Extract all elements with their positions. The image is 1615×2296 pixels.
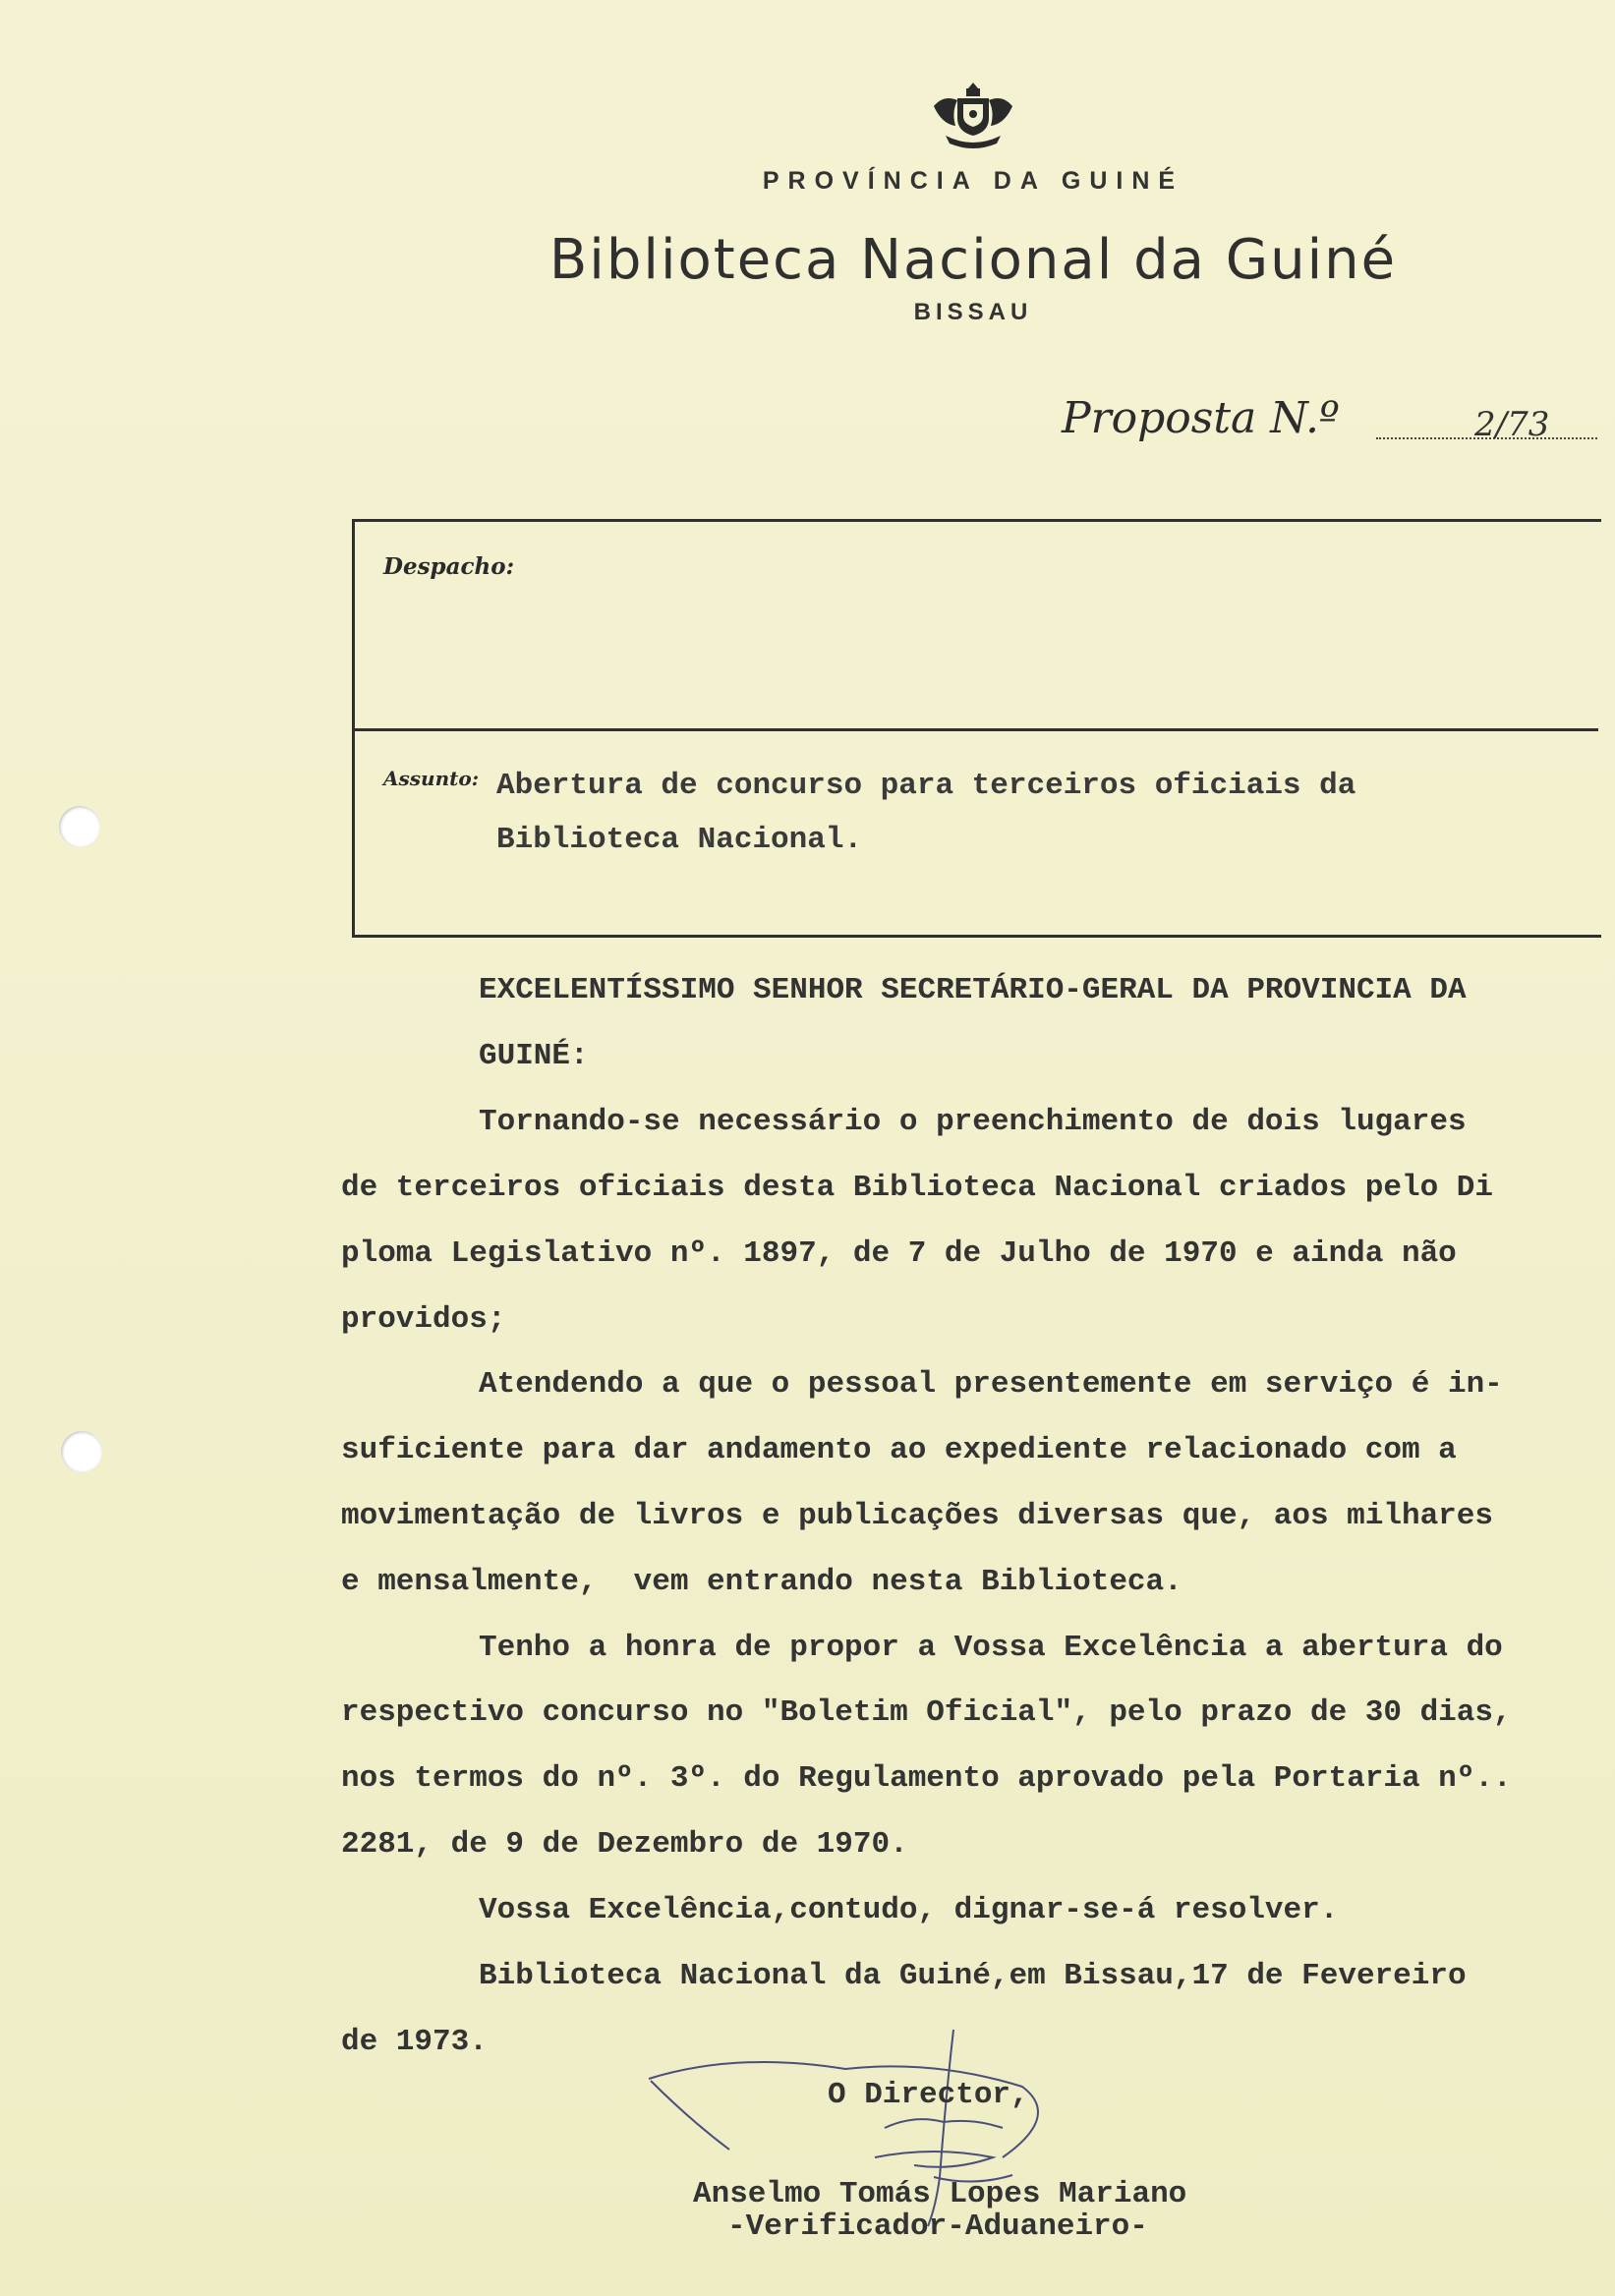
- body-line: nos termos do nº. 3º. do Regulamento aprovado pela Portaria nº..: [341, 1761, 1512, 1796]
- signatory-name: Anselmo Tomás Lopes Mariano: [693, 2177, 1187, 2211]
- salutation-line: GUINÉ:: [479, 1039, 589, 1073]
- date-line: de 1973.: [341, 2025, 488, 2059]
- dispatch-label: Despacho:: [383, 553, 515, 580]
- punch-hole: [61, 1431, 102, 1472]
- body-line: Tenho a honra de propor a Vossa Excelência a abertura do: [479, 1631, 1503, 1665]
- coat-of-arms-icon: [928, 77, 1018, 149]
- body-line: Atendendo a que o pessoal presentemente em serviço é in-: [479, 1367, 1503, 1402]
- body-line: ploma Legislativo nº. 1897, de 7 de Julho de 1970 e ainda não: [341, 1236, 1457, 1271]
- salutation-line: EXCELENTÍSSIMO SENHOR SECRETÁRIO-GERAL DA PROVINCIA DA: [479, 973, 1467, 1007]
- body-line: de terceiros oficiais desta Biblioteca Nacional criados pelo Di: [341, 1171, 1493, 1205]
- box-divider: [355, 728, 1598, 731]
- institution-name: Biblioteca Nacional da Guiné: [548, 228, 1398, 292]
- body-line: 2281, de 9 de Dezembro de 1970.: [341, 1827, 908, 1862]
- proposal-number: 2/73: [1474, 405, 1550, 444]
- city-heading: BISSAU: [913, 299, 1033, 325]
- body-line: Tornando-se necessário o preenchimento de dois lugares: [479, 1105, 1467, 1139]
- proposal-label: Proposta N.º: [1062, 393, 1340, 443]
- date-line: Biblioteca Nacional da Guiné,em Bissau,17 de Fevereiro: [479, 1959, 1467, 1993]
- body-line: respectivo concurso no "Boletim Oficial", pelo prazo de 30 dias,: [341, 1695, 1512, 1730]
- body-line: Vossa Excelência,contudo, dignar-se-á resolver.: [479, 1893, 1339, 1927]
- signature-title: O Director,: [828, 2078, 1029, 2112]
- body-line: suficiente para dar andamento ao expediente relacionado com a: [341, 1433, 1457, 1467]
- signatory-role: -Verificador-Aduaneiro-: [727, 2210, 1148, 2244]
- subject-line: Biblioteca Nacional.: [496, 823, 863, 857]
- subject-line: Abertura de concurso para terceiros oficiais da: [496, 769, 1356, 803]
- body-line: e mensalmente, vem entrando nesta Biblioteca.: [341, 1565, 1182, 1599]
- punch-hole: [59, 806, 100, 847]
- province-heading: PROVÍNCIA DA GUINÉ: [762, 167, 1184, 195]
- body-line: providos;: [341, 1302, 506, 1337]
- body-line: movimentação de livros e publicações diversas que, aos milhares: [341, 1499, 1493, 1533]
- subject-label: Assunto:: [383, 767, 480, 790]
- subject-text: [496, 759, 1355, 867]
